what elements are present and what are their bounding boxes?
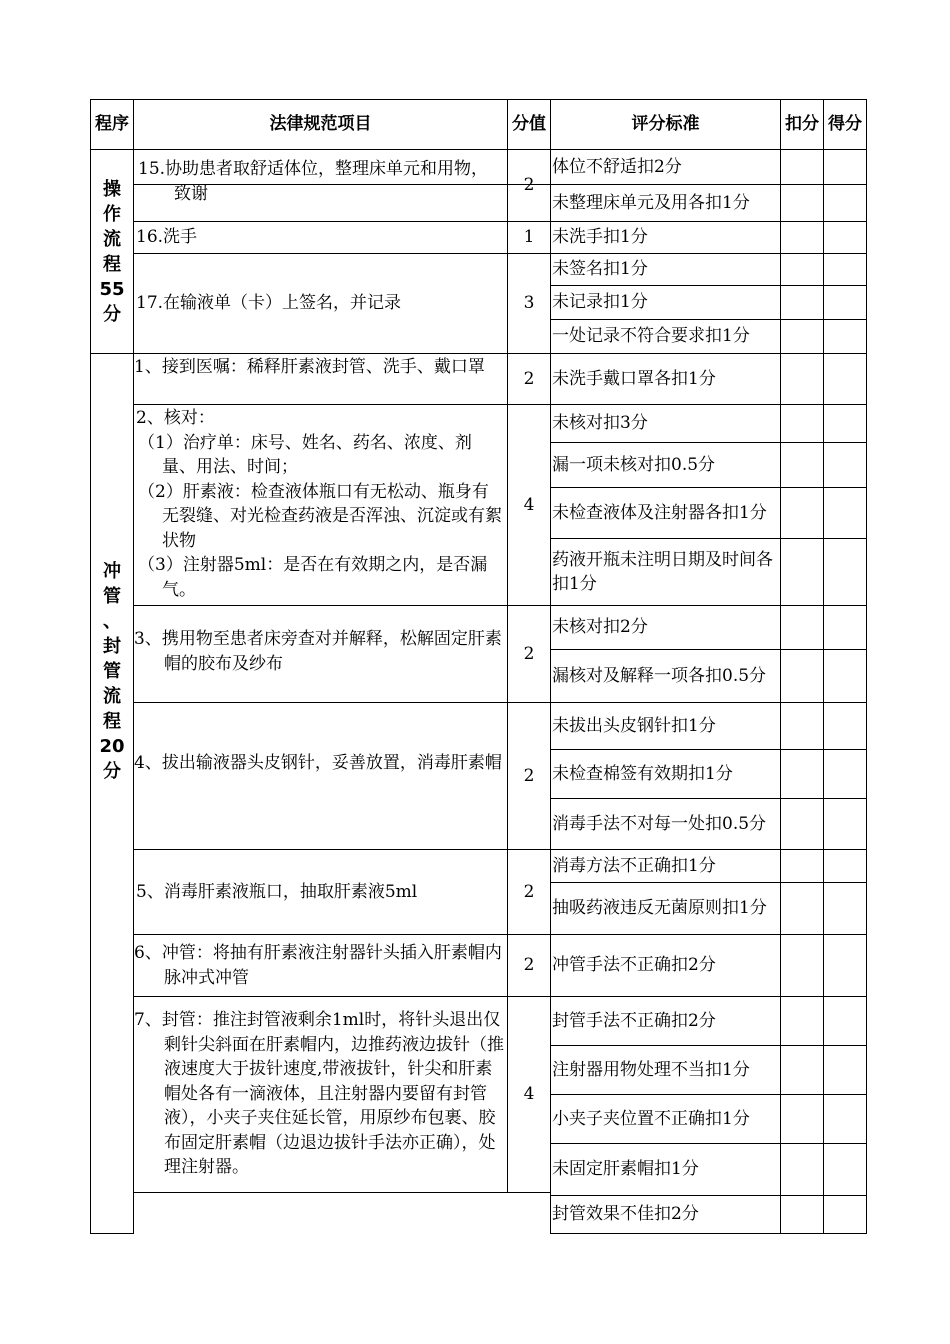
criteria-s2-2-3: 未检查液体及注射器各扣1分: [552, 502, 767, 523]
criteria-s2-4-3: 消毒手法不对每一处扣0.5分: [552, 813, 767, 834]
item-s2-1: 1、接到医嘱：稀释肝素液封管、洗手、戴口罩: [134, 357, 485, 377]
criteria-s2-8-1: 封管效果不佳扣2分: [552, 1204, 699, 1225]
scoring-table: [90, 99, 867, 1234]
criteria-s2-7-4: 未固定肝素帽扣1分: [552, 1159, 699, 1180]
item-s2-2-line-4: （3）注射器5ml：是否在有效期之内，是否漏气。: [138, 555, 488, 600]
criteria-s2-2-1: 未核对扣3分: [552, 413, 648, 434]
header-criteria: 评分标准: [631, 114, 700, 135]
criteria-s2-7-3: 小夹子夹位置不正确扣1分: [552, 1108, 750, 1129]
item-s2-5: 5、消毒肝素液瓶口，抽取肝素液5ml: [136, 881, 418, 902]
header-score: 分值: [512, 114, 546, 135]
item-s2-6: 6、冲管：将抽有肝素液注射器针头插入肝素帽内脉冲式冲管: [134, 943, 502, 988]
section-label-operation: 操 作 流 程 55 分: [99, 178, 125, 325]
score-16: 1: [523, 227, 535, 248]
criteria-s2-2-4: 药液开瓶未注明日期及时间各扣1分: [552, 549, 773, 594]
criteria-s2-5-2: 抽吸药液违反无菌原则扣1分: [552, 898, 767, 919]
score-s2-2: 4: [523, 494, 535, 515]
item-s2-2-line-3: （2）肝素液：检查液体瓶口有无松动、瓶身有无裂缝、对光检查药液是否浑浊、沉淀或有絮状物: [138, 481, 502, 551]
criteria-s2-7-2: 注射器用物处理不当扣1分: [552, 1059, 750, 1080]
criteria-15-1: 体位不舒适扣2分: [552, 156, 682, 177]
item-s2-4: 4、拔出输液器头皮钢针，妥善放置，消毒肝素帽: [134, 753, 502, 773]
criteria-17-3: 一处记录不符合要求扣1分: [552, 326, 750, 347]
header-item: 法律规范项目: [269, 114, 372, 135]
score-15: 2: [523, 175, 535, 196]
score-s2-7: 4: [523, 1084, 535, 1105]
criteria-s2-7-1: 封管手法不正确扣2分: [552, 1010, 716, 1031]
item-17: 17.在输液单（卡）上签名，并记录: [136, 293, 402, 314]
section-label-flush: 冲 管 、 封 管 流 程 20 分: [99, 561, 125, 782]
score-s2-4: 2: [523, 765, 535, 786]
criteria-s2-5-1: 消毒方法不正确扣1分: [552, 855, 716, 876]
item-s2-2: [134, 406, 507, 602]
score-17: 3: [523, 293, 535, 314]
criteria-s2-4-2: 未检查棉签有效期扣1分: [552, 763, 733, 784]
header-program: 程序: [95, 114, 129, 135]
score-s2-1: 2: [523, 368, 535, 389]
item-s2-3: 3、携用物至患者床旁查对并解释，松解固定肝素帽的胶布及纱布: [134, 629, 502, 674]
header-gain: 得分: [828, 114, 862, 135]
item-s2-7: 7、封管：推注封管液剩余1ml时，将针头退出仅剩针尖斜面在肝素帽内，边推药液边拔针（推液速度大于拔针速度,带液拔针，针尖和肝素帽处各有一滴液体，且注射器内要留有封管液），小夹子夹住延长管，用原纱布包裹、胶布固定肝素帽（边退边拔针手法亦正确），处理注射器。: [134, 1010, 504, 1177]
item-s2-2-line-2: （1）治疗单：床号、姓名、药名、浓度、剂量、用法、时间；: [138, 432, 472, 477]
criteria-s2-3-2: 漏核对及解释一项各扣0.5分: [552, 665, 767, 686]
criteria-s2-4-1: 未拔出头皮钢针扣1分: [552, 715, 716, 736]
criteria-s2-2-2: 漏一项未核对扣0.5分: [552, 454, 716, 475]
criteria-17-2: 未记录扣1分: [552, 292, 648, 313]
score-s2-5: 2: [523, 881, 535, 902]
criteria-s2-3-1: 未核对扣2分: [552, 617, 648, 638]
header-deduct: 扣分: [785, 114, 819, 135]
criteria-s2-1-1: 未洗手戴口罩各扣1分: [552, 368, 716, 389]
criteria-17-1: 未签名扣1分: [552, 259, 648, 280]
item-15: 15.协助患者取舒适体位，整理床单元和用物，致谢: [138, 159, 489, 204]
item-16: 16.洗手: [136, 227, 198, 248]
item-s2-2-line-1: 2、核对：: [136, 408, 215, 428]
criteria-15-2: 未整理床单元及用各扣1分: [552, 192, 750, 213]
score-s2-6: 2: [523, 955, 535, 976]
score-s2-3: 2: [523, 643, 535, 664]
criteria-16-1: 未洗手扣1分: [552, 227, 648, 248]
criteria-s2-6-1: 冲管手法不正确扣2分: [552, 955, 716, 976]
